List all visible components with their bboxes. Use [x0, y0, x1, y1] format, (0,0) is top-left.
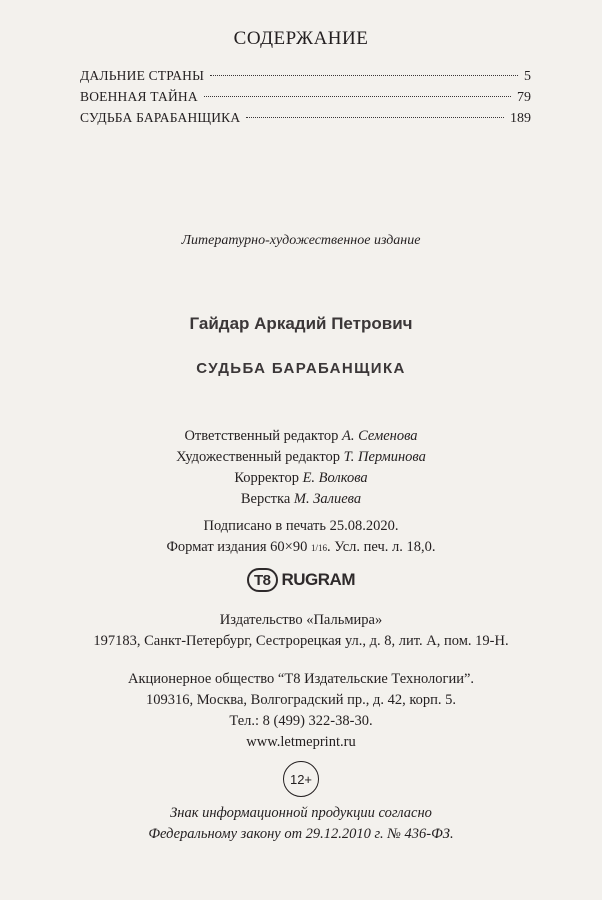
credit-line	[0, 468, 602, 489]
credit-role: Верстка	[240, 491, 291, 507]
format-prefix: Формат издания 60×90	[166, 539, 311, 555]
author-name: Гайдар Аркадий Петрович	[189, 314, 413, 333]
book-title: СУДЬБА БАРАБАНЩИКА	[196, 360, 406, 377]
toc-entry-page: 5	[524, 69, 531, 84]
toc-entry-title: ВОЕННАЯ ТАЙНА	[80, 89, 198, 104]
credit-role: Художественный редактор	[176, 449, 340, 465]
legal-note-line: Федеральному закону от 29.12.2010 г. № 436-ФЗ.	[148, 826, 454, 842]
legal-note	[0, 803, 602, 845]
toc-entry-page: 79	[517, 90, 531, 105]
toc-leader-dots	[204, 96, 511, 97]
toc-leader-dots	[246, 117, 504, 118]
credit-person: А. Семенова	[342, 428, 418, 444]
toc-entry[interactable]	[80, 68, 531, 89]
toc-leader-dots	[210, 75, 518, 76]
age-rating-badge	[0, 761, 602, 797]
table-of-contents	[80, 68, 531, 131]
signed-date: Подписано в печать 25.08.2020.	[203, 518, 399, 534]
printer-address: 109316, Москва, Волгоградский пр., д. 42, корп. 5.	[145, 692, 457, 708]
credit-line	[0, 426, 602, 447]
credit-person: Е. Волкова	[302, 470, 368, 486]
print-info	[0, 516, 602, 558]
toc-entry-page: 189	[510, 111, 531, 126]
legal-note-line: Знак информационной продукции согласно	[170, 805, 432, 821]
format-suffix: . Усл. печ. л. 18,0.	[326, 539, 436, 555]
toc-entry-title: СУДЬБА БАРАБАНЩИКА	[80, 110, 241, 125]
credit-person: М. Залиева	[293, 491, 362, 507]
printer-phone: Тел.: 8 (499) 322-38-30.	[229, 713, 373, 729]
credit-role: Корректор	[234, 470, 299, 486]
credits-block	[0, 426, 602, 510]
format-fraction: 1/16	[310, 543, 327, 553]
age-rating: 12+	[283, 761, 319, 797]
publisher-info	[0, 610, 602, 652]
logo-text: RUGRAM	[281, 570, 355, 589]
toc-entry[interactable]	[80, 110, 531, 131]
printer-info	[0, 669, 602, 753]
t8-mark: T8	[247, 568, 278, 592]
credit-line	[0, 447, 602, 468]
publisher-address: 197183, Санкт-Петербург, Сестрорецкая ул., д. 8, лит. А, пом. 19-Н.	[93, 633, 509, 649]
rugram-logo	[0, 568, 602, 592]
toc-entry[interactable]	[80, 89, 531, 110]
toc-entry-title: ДАЛЬНИЕ СТРАНЫ	[80, 68, 205, 83]
publisher-name: Издательство «Пальмира»	[219, 612, 383, 628]
printer-name: Акционерное общество “T8 Издательские Технологии”.	[127, 671, 475, 687]
printer-website[interactable]: www.letmeprint.ru	[246, 734, 356, 750]
credit-person: Т. Перминова	[343, 449, 426, 465]
credit-role: Ответственный редактор	[184, 428, 339, 444]
credit-line	[0, 489, 602, 510]
format-line	[0, 537, 602, 558]
toc-title: СОДЕРЖАНИЕ	[233, 28, 369, 49]
edition-type: Литературно-художественное издание	[181, 233, 421, 248]
